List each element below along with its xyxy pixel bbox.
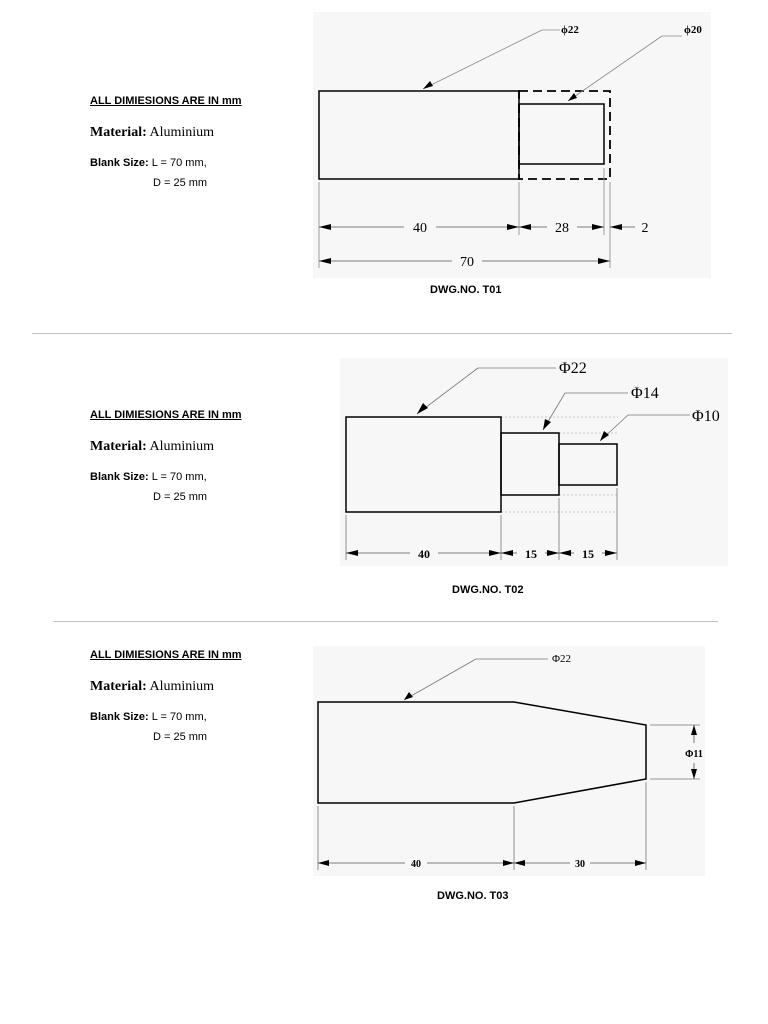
dim-dia-large: Φ22 [552, 653, 572, 665]
dim-dia-small: Φ11 [685, 749, 703, 760]
dim-len-1: 40 [411, 859, 421, 870]
blank-length: L = 70 mm, [151, 157, 207, 169]
material-label: Material: [90, 125, 147, 140]
blank-label: Blank Size: [90, 711, 149, 723]
material-value: Aluminium [149, 679, 215, 694]
dim-len-3: 15 [582, 547, 594, 561]
leader-dia-large [404, 659, 476, 700]
drawing-number: DWG.NO. T03 [437, 890, 509, 902]
blank-label: Blank Size: [90, 157, 149, 169]
material-label: Material: [90, 439, 147, 454]
blank-diameter: D = 25 mm [153, 491, 208, 503]
material-value: Aluminium [149, 125, 215, 140]
blank-length: L = 70 mm, [151, 471, 207, 483]
material-label: Material: [90, 679, 147, 694]
blank-diameter: D = 25 mm [153, 731, 208, 743]
dim-dia-1: Φ22 [559, 360, 587, 377]
dim-dia-3: Φ10 [692, 408, 720, 425]
dim-dia-2: Φ14 [631, 385, 659, 402]
units-note: ALL DIMIESIONS ARE IN mm [90, 95, 242, 107]
units-note: ALL DIMIESIONS ARE IN mm [90, 649, 242, 661]
dim-dia-large: ϕ22 [561, 24, 579, 36]
blank-label: Blank Size: [90, 471, 149, 483]
dim-len-2: 15 [525, 547, 537, 561]
dim-len-2: 30 [575, 859, 585, 870]
units-note: ALL DIMIESIONS ARE IN mm [90, 409, 242, 421]
dim-len-total: 70 [460, 255, 474, 270]
dim-len-2: 28 [555, 221, 569, 236]
dim-len-1: 40 [413, 221, 427, 236]
drawing-number: DWG.NO. T01 [430, 284, 502, 296]
blank-diameter: D = 25 mm [153, 177, 208, 189]
dim-dia-small: ϕ20 [684, 24, 702, 36]
blank-length: L = 70 mm, [151, 711, 207, 723]
drawing-number: DWG.NO. T02 [452, 584, 524, 596]
material-value: Aluminium [149, 439, 215, 454]
dim-len-3: 2 [641, 221, 649, 236]
dim-len-1: 40 [418, 547, 430, 561]
part-taper-profile [318, 702, 646, 803]
